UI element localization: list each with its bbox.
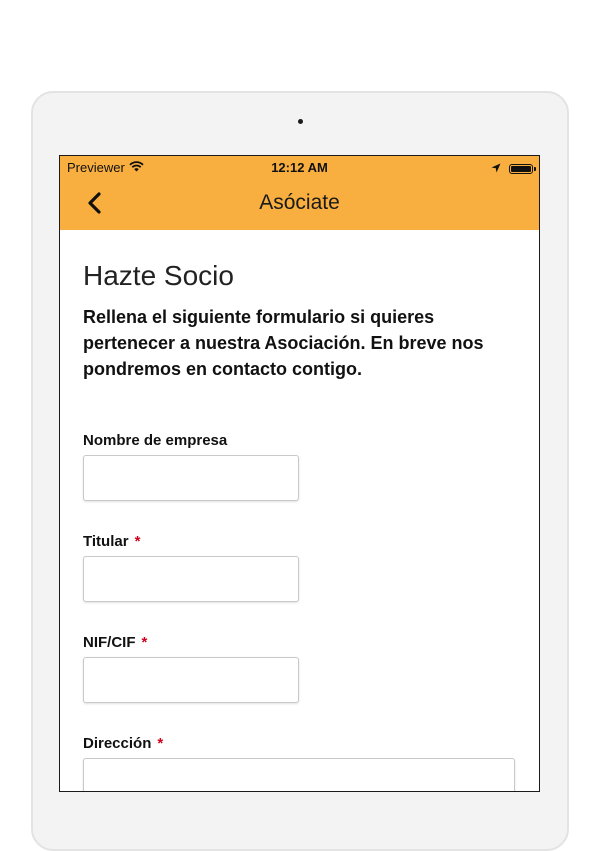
status-time: 12:12 AM: [271, 160, 328, 175]
company-name-input[interactable]: [83, 455, 299, 501]
required-marker: *: [134, 533, 141, 550]
app-screen: [59, 155, 540, 792]
field-label: [83, 533, 523, 550]
field-label: [83, 634, 523, 651]
navigation-bar: [60, 183, 539, 223]
carrier-label: Previewer: [67, 160, 125, 175]
status-indicators: [491, 161, 533, 176]
membership-form: [83, 432, 523, 792]
tax-id-input[interactable]: [83, 657, 299, 703]
front-camera: [298, 119, 303, 124]
field-label-text: Nombre de empresa: [83, 432, 228, 449]
required-marker: *: [141, 634, 148, 651]
main-content: [83, 260, 523, 792]
page-title: Hazte Socio: [83, 260, 234, 291]
field-label-text: Dirección: [83, 735, 152, 752]
location-arrow-icon: [491, 161, 501, 176]
field-label-text: Titular: [83, 533, 129, 550]
field-holder: [83, 533, 523, 602]
field-label-text: NIF/CIF: [83, 634, 136, 651]
field-label: [83, 735, 523, 752]
address-input[interactable]: [83, 758, 515, 792]
field-company-name: [83, 432, 523, 501]
required-marker: *: [157, 735, 164, 752]
battery-icon: [509, 164, 533, 174]
intro-text: Rellena el siguiente formulario si quieres pertenecer a nuestra Asociación. En breve nos pondremos en contacto contigo.: [83, 307, 484, 379]
status-bar: [60, 156, 539, 178]
holder-input[interactable]: [83, 556, 299, 602]
field-tax-id: [83, 634, 523, 703]
field-label: [83, 432, 523, 449]
nav-title: Asóciate: [259, 191, 340, 214]
app-header: [60, 156, 539, 230]
field-address: [83, 735, 523, 792]
